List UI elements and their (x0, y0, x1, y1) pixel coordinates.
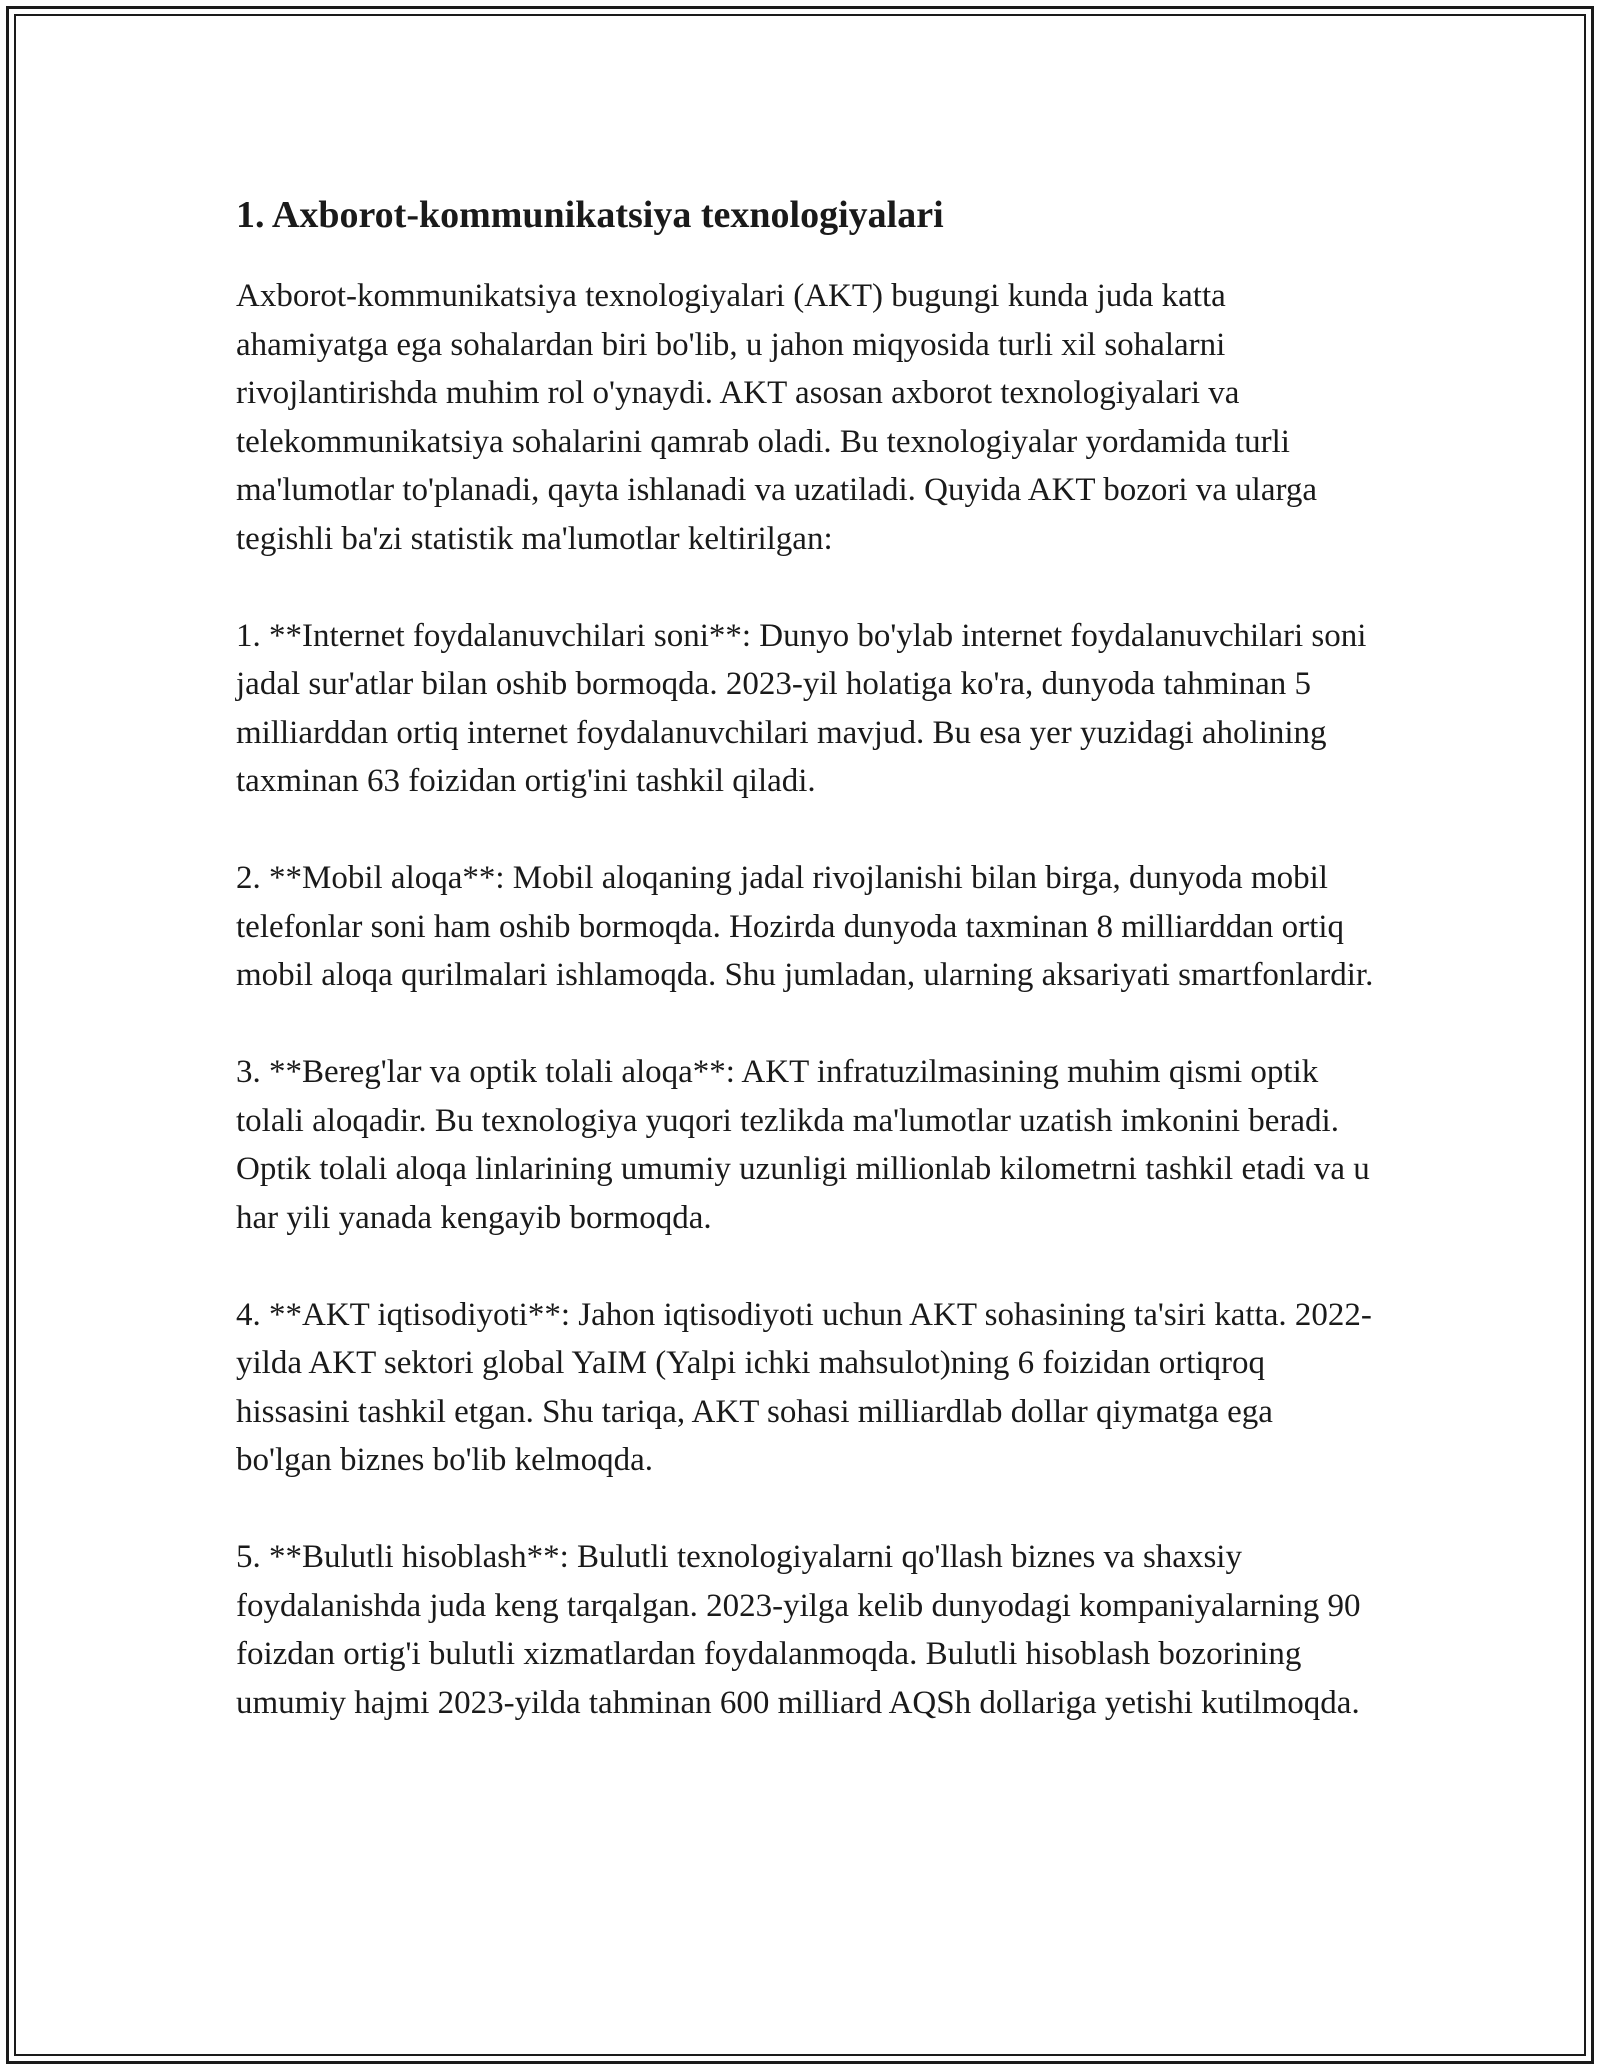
list-item-cloud-computing: 5. **Bulutli hisoblash**: Bulutli texnologiyalarni qo'llash biznes va shaxsiy foydalanishda juda keng tarqalgan. 2023-yilga kelib dunyodagi kompaniyalarning 90 foizdan ortig'i bulutli xizmatlardan foydalanmoqda. Bulutli hisoblash bozorining umumiy hajmi 2023-yilda tahminan 600 milliard AQSh dollariga yetishi kutilmoqda. (236, 1539, 1361, 1721)
section-heading: 1. Axborot-kommunikatsiya texnologiyalari (236, 194, 944, 236)
list-item-optical-fiber: 3. **Bereg'lar va optik tolali aloqa**: AKT infratuzilmasining muhim qismi optik tolali aloqadir. Bu texnologiya yuqori tezlikda ma'lumotlar uzatish imkonini beradi. Optik tolali aloqa linlarining umumiy uzunligi millionlab kilometrni tashkil etadi va u har yili yanada kengayib bormoqda. (236, 1054, 1370, 1236)
list-item-mobile: 2. **Mobil aloqa**: Mobil aloqaning jadal rivojlanishi bilan birga, dunyoda mobil telefonlar soni ham oshib bormoqda. Hozirda dunyoda taxminan 8 milliarddan ortiq mobil aloqa qurilmalari ishlamoqda. Shu jumladan, ularning aksariyati smartfonlardir. (236, 860, 1374, 993)
intro-paragraph: Axborot-kommunikatsiya texnologiyalari (AKT) bugungi kunda juda katta ahamiyatga ega sohalardan biri bo'lib, u jahon miqyosida turli xil sohalarni rivojlantirishda muhim rol o'ynaydi. AKT asosan axborot texnologiyalari va telekommunikatsiya sohalarini qamrab oladi. Bu texnologiyalar yordamida turli ma'lumotlar to'planadi, qayta ishlanadi va uzatiladi. Quyida AKT bozori va ularga tegishli ba'zi statistik ma'lumotlar keltirilgan: (236, 278, 1318, 557)
document-body (236, 188, 1376, 1727)
list-item-ict-economy: 4. **AKT iqtisodiyoti**: Jahon iqtisodiyoti uchun AKT sohasining ta'siri katta. 2022-yilda AKT sektori global YaIM (Yalpi ichki mahsulot)ning 6 foizidan ortiqroq hissasini tashkil etgan. Shu tariqa, AKT sohasi milliardlab dollar qiymatga ega bo'lgan biznes bo'lib kelmoqda. (236, 1296, 1372, 1478)
list-item-internet-users: 1. **Internet foydalanuvchilari soni**: Dunyo bo'ylab internet foydalanuvchilari soni jadal sur'atlar bilan oshib bormoqda. 2023-yil holatiga ko'ra, dunyoda tahminan 5 milliarddan ortiq internet foydalanuvchilari mavjud. Bu esa yer yuzidagi aholining taxminan 63 foizidan ortig'ini tashkil qiladi. (236, 617, 1367, 799)
